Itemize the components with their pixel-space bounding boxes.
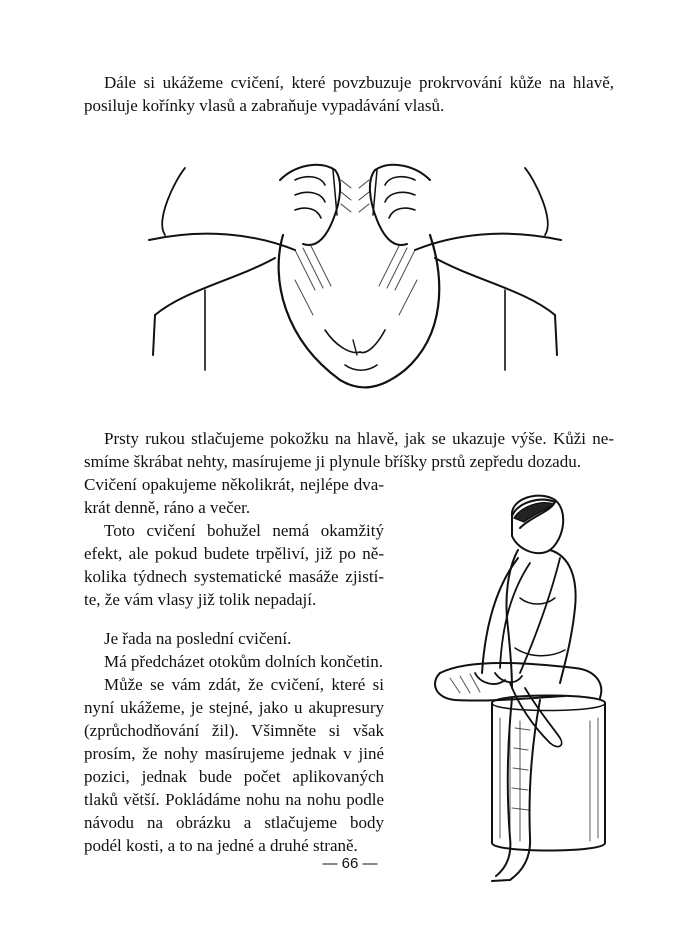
dash-right: — — [358, 855, 378, 872]
legs-line-9: podél kosti, a to na jedné a druhé straně. — [84, 836, 358, 855]
effect-line-1: Toto cvičení bohužel nemá okamžitý — [104, 521, 384, 540]
intro-paragraph — [84, 71, 614, 117]
effect-line-2: efekt, ale pokud budete trpěliví, již po ně- — [84, 544, 384, 563]
fingers-narrow-line-1: Cvičení opakujeme několikrát, nejlépe dva- — [84, 475, 384, 494]
legs-paragraph — [84, 650, 384, 857]
legs-line-5: prosím, že nohy masírujeme jednak v jiné — [84, 744, 384, 763]
page-number — [0, 855, 700, 872]
fingers-narrow-paragraph — [84, 473, 384, 519]
effect-line-3: kolika týdnech systematické masáže zjistí- — [84, 567, 384, 586]
page-number-value: 66 — [341, 855, 359, 872]
legs-line-7: tlaků větší. Pokládáme nohu na nohu podle — [84, 790, 384, 809]
last-intro-paragraph — [84, 627, 384, 650]
dash-left: — — [322, 855, 342, 872]
legs-line-2: Může se vám zdát, že cvičení, které si — [104, 675, 384, 694]
legs-line-8: návodu na obrázku a stlačujeme body — [84, 813, 384, 832]
fingers-paragraph — [84, 427, 614, 473]
intro-line-2: posiluje kořínky vlasů a zabraňuje vypadávání vlasů. — [84, 96, 445, 115]
fingers-line-2: smíme škrábat nehty, masírujeme ji plynule bříšky prstů zepředu dozadu. — [84, 452, 581, 471]
last-intro-line: Je řada na poslední cvičení. — [104, 629, 292, 648]
effect-line-4: te, že vám vlasy již tolik nepadají. — [84, 590, 317, 609]
legs-line-3: nyní ukážeme, je stejné, jako u akupresury — [84, 698, 384, 717]
effect-paragraph — [84, 519, 384, 611]
legs-line-1: Má předcházet otokům dolních končetin. — [104, 652, 383, 671]
intro-line-1: Dále si ukážeme cvičení, které povzbuzuje prokrvování kůže na hlavě, — [104, 73, 614, 92]
fingers-line-1: Prsty rukou stlačujeme pokožku na hlavě, jak se ukazuje výše. Kůži ne- — [104, 429, 614, 448]
legs-line-6: pozici, jednak bude počet aplikovaných — [84, 767, 384, 786]
seated-leg-massage-illustration — [400, 488, 630, 888]
head-massage-illustration — [145, 140, 565, 400]
fingers-narrow-line-2: krát denně, ráno a večer. — [84, 498, 251, 517]
legs-line-4: (zprůchodňování žil). Všimněte si však — [84, 721, 384, 740]
